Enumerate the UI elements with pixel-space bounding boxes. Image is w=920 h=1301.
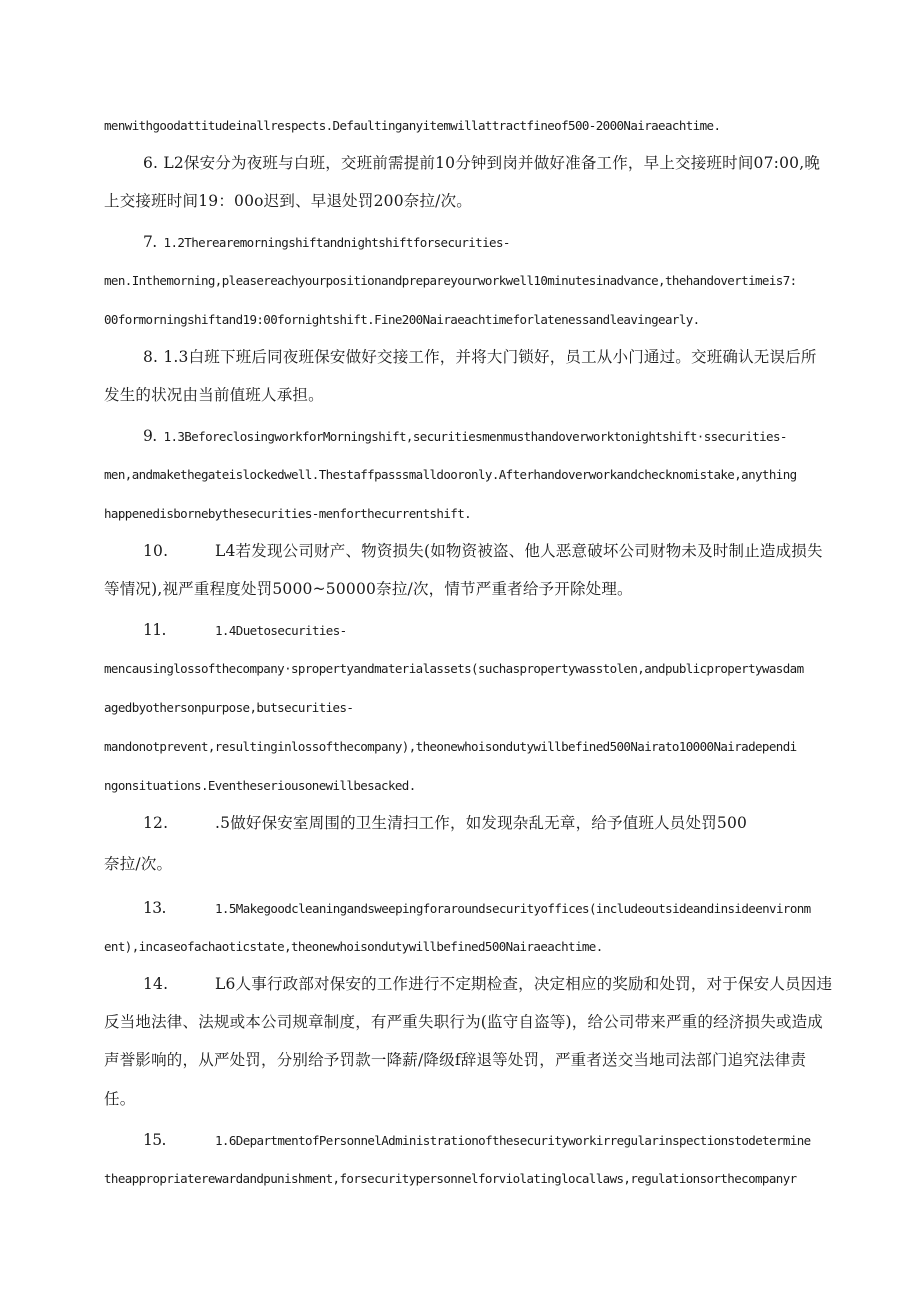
item-number-6: 6.	[143, 154, 159, 172]
paragraph-11-line-1: 11. 1.4Duetosecurities-	[143, 621, 347, 639]
paragraph-9-line-3: happenedisbornebythesecurities-menforthecurrentshift.	[104, 506, 472, 521]
paragraph-11-line-3: agedbyothersonpurpose,butsecurities-	[104, 700, 354, 715]
paragraph-8-line-1: 8. 1.3白班下班后同夜班保安做好交接工作，并将大门锁好，员工从小门通过。交班确认无误后所	[143, 348, 817, 366]
item-number-7: 7.	[143, 233, 157, 251]
paragraph-11-line-2: mencausinglossofthecompany·spropertyandmaterialassets(suchaspropertywasstolen,andpublicpropertywasdam	[104, 661, 804, 676]
paragraph-10-line-1: 10. L4若发现公司财产、物资损失(如物资被盗、他人恶意破坏公司财物未及时制止造成损失	[143, 542, 823, 560]
paragraph-14-line-2: 反当地法律、法规或本公司规章制度，有严重失职行为(监守自盗等)，给公司带来严重的经济损失或造成	[104, 1013, 823, 1031]
paragraph-13-line-1: 13. 1.5Makegoodcleaningandsweepingforaroundsecurityoffices(includeoutsideandinsideenvironm	[143, 899, 811, 917]
item-number-12: 12.	[143, 814, 169, 832]
paragraph-13-line-2: ent),incaseofachaoticstate,theonewhoisondutywillbefined500Nairaeachtime.	[104, 939, 603, 954]
paragraph-9-line-2: men,andmakethegateislockedwell.Thestaffpasssmalldooronly.Afterhandoverworkandchecknomistake,anything	[104, 467, 797, 482]
item-number-9: 9.	[143, 427, 157, 445]
paragraph-12-line-1: 12. .5做好保安室周围的卫生清扫工作，如发现杂乱无章，给予值班人员处罚500	[143, 814, 748, 832]
item-number-10: 10.	[143, 542, 169, 560]
paragraph-12-line-2: 奈拉/次。	[104, 855, 173, 873]
text-line-1: menwithgoodattitudeinallrespects.Defaultinganyitemwillattractfineof500-2000Nairaeachtime.	[104, 118, 721, 133]
paragraph-8-line-2: 发生的状况由当前值班人承担。	[104, 386, 324, 404]
item-number-14: 14.	[143, 975, 169, 993]
paragraph-7-line-2: men.Inthemorning,pleasereachyourpositionandprepareyourworkwell10minutesinadvance,thehandovertimeis7:	[104, 273, 797, 288]
paragraph-15-line-2: theappropriaterewardandpunishment,forsecuritypersonnelforviolatinglocallaws,regulationsorthecompanyr	[104, 1171, 797, 1186]
paragraph-6-line-2: 上交接班时间19：00o迟到、早退处罚200奈拉/次。	[104, 192, 472, 210]
item-number-15: 15.	[143, 1131, 166, 1149]
paragraph-11-line-4: mandonotprevent,resultinginlossofthecompany),theonewhoisondutywillbefined500Nairato10000Nairadependi	[104, 739, 797, 754]
paragraph-10-line-2: 等情况),视严重程度处罚5000~50000奈拉/次，情节严重者给予开除处理。	[104, 580, 633, 598]
paragraph-11-line-5: ngonsituations.Eventheseriousonewillbesacked.	[104, 778, 416, 793]
item-number-8: 8.	[143, 348, 159, 366]
paragraph-9-line-1: 9. 1.3BeforeclosingworkforMorningshift,securitiesmenmusthandoverworktonightshift·ssecurities-	[143, 427, 787, 445]
item-number-13: 13.	[143, 899, 166, 917]
paragraph-14-line-4: 任。	[104, 1090, 136, 1108]
item-number-11: 11.	[143, 621, 166, 639]
paragraph-7-line-3: 00formorningshiftand19:00fornightshift.Fine200Nairaeachtimeforlatenessandleavingearly.	[104, 312, 700, 327]
paragraph-14-line-3: 声誉影响的，从严处罚，分别给予罚款一降薪/降级f辞退等处罚，严重者送交当地司法部门追究法律责	[104, 1051, 807, 1069]
paragraph-6-line-1: 6. L2保安分为夜班与白班，交班前需提前10分钟到岗并做好准备工作，早上交接班时间07:00,晚	[143, 154, 821, 172]
paragraph-14-line-1: 14. L6人事行政部对保安的工作进行不定期检查，决定相应的奖励和处罚，对于保安人员因违	[143, 975, 833, 993]
paragraph-7-line-1: 7. 1.2Therearemorningshiftandnightshiftforsecurities-	[143, 233, 510, 251]
paragraph-15-line-1: 15. 1.6DepartmentofPersonnelAdministrationofthesecurityworkirregularinspectionstodetermine	[143, 1131, 811, 1149]
